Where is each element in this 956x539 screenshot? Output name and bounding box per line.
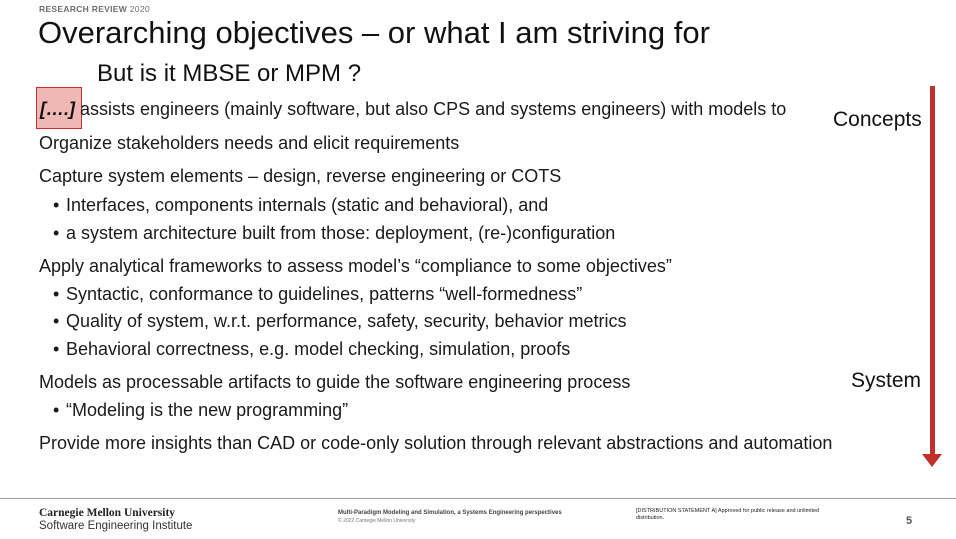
- sub-list-item-text: a system architecture built from those: deployment, (re-)configuration: [66, 223, 616, 243]
- bullet-icon: •: [53, 284, 60, 304]
- cmu-logo-text: Carnegie Mellon University: [39, 507, 176, 519]
- intro-bracket: [….]: [40, 99, 75, 119]
- sub-list-item: [53, 223, 615, 244]
- down-arrow-icon: [922, 454, 942, 467]
- header-year: 2020: [129, 4, 150, 14]
- bullet-icon: •: [53, 311, 60, 331]
- sub-list-item: [53, 400, 348, 421]
- footer-divider: [0, 498, 956, 499]
- footer-distribution: [DISTRIBUTION STATEMENT A] Approved for public release and unlimited distribution.: [636, 508, 820, 521]
- bullet-icon: •: [53, 339, 60, 359]
- down-arrow-shaft: [930, 86, 935, 456]
- sub-list-item: [53, 339, 570, 360]
- intro-text: assists engineers (mainly software, but also CPS and systems engineers) with models to: [80, 99, 787, 119]
- sub-list-item: [53, 284, 582, 305]
- sub-list-item-text: Behavioral correctness, e.g. model checking, simulation, proofs: [66, 339, 571, 359]
- list-item: Apply analytical frameworks to assess model’s “compliance to some objectives”: [39, 256, 672, 276]
- sub-list-item-text: “Modeling is the new programming”: [66, 400, 349, 420]
- list-item: Provide more insights than CAD or code-only solution through relevant abstractions and automation: [39, 433, 833, 453]
- bullet-icon: •: [53, 195, 60, 215]
- header-tag: [39, 4, 150, 14]
- footer-talk-title: Multi-Paradigm Modeling and Simulation, a Systems Engineering perspectives: [338, 510, 562, 516]
- bullet-icon: •: [53, 223, 60, 243]
- slide-subtitle: But is it MBSE or MPM ?: [97, 60, 362, 87]
- system-label: System: [851, 369, 922, 392]
- slide-title: Overarching objectives – or what I am striving for: [38, 15, 710, 50]
- concepts-label: Concepts: [833, 108, 922, 131]
- sub-list-item-text: Syntactic, conformance to guidelines, patterns “well-formedness”: [66, 284, 583, 304]
- header-tag-label: RESEARCH REVIEW: [39, 4, 128, 14]
- list-item: Capture system elements – design, reverse engineering or COTS: [39, 166, 562, 186]
- sub-list-item: [53, 311, 627, 332]
- list-item: Organize stakeholders needs and elicit requirements: [39, 133, 460, 153]
- sub-list-item: [53, 195, 548, 216]
- page-number: 5: [906, 515, 913, 527]
- sub-list-item-text: Interfaces, components internals (static and behavioral), and: [66, 195, 549, 215]
- bullet-icon: •: [53, 400, 60, 420]
- sei-logo-text: Software Engineering Institute: [39, 520, 193, 532]
- footer-copyright: © 2022 Carnegie Mellon University: [338, 518, 416, 524]
- list-item: Models as processable artifacts to guide the software engineering process: [39, 372, 631, 392]
- sub-list-item-text: Quality of system, w.r.t. performance, safety, security, behavior metrics: [66, 311, 627, 331]
